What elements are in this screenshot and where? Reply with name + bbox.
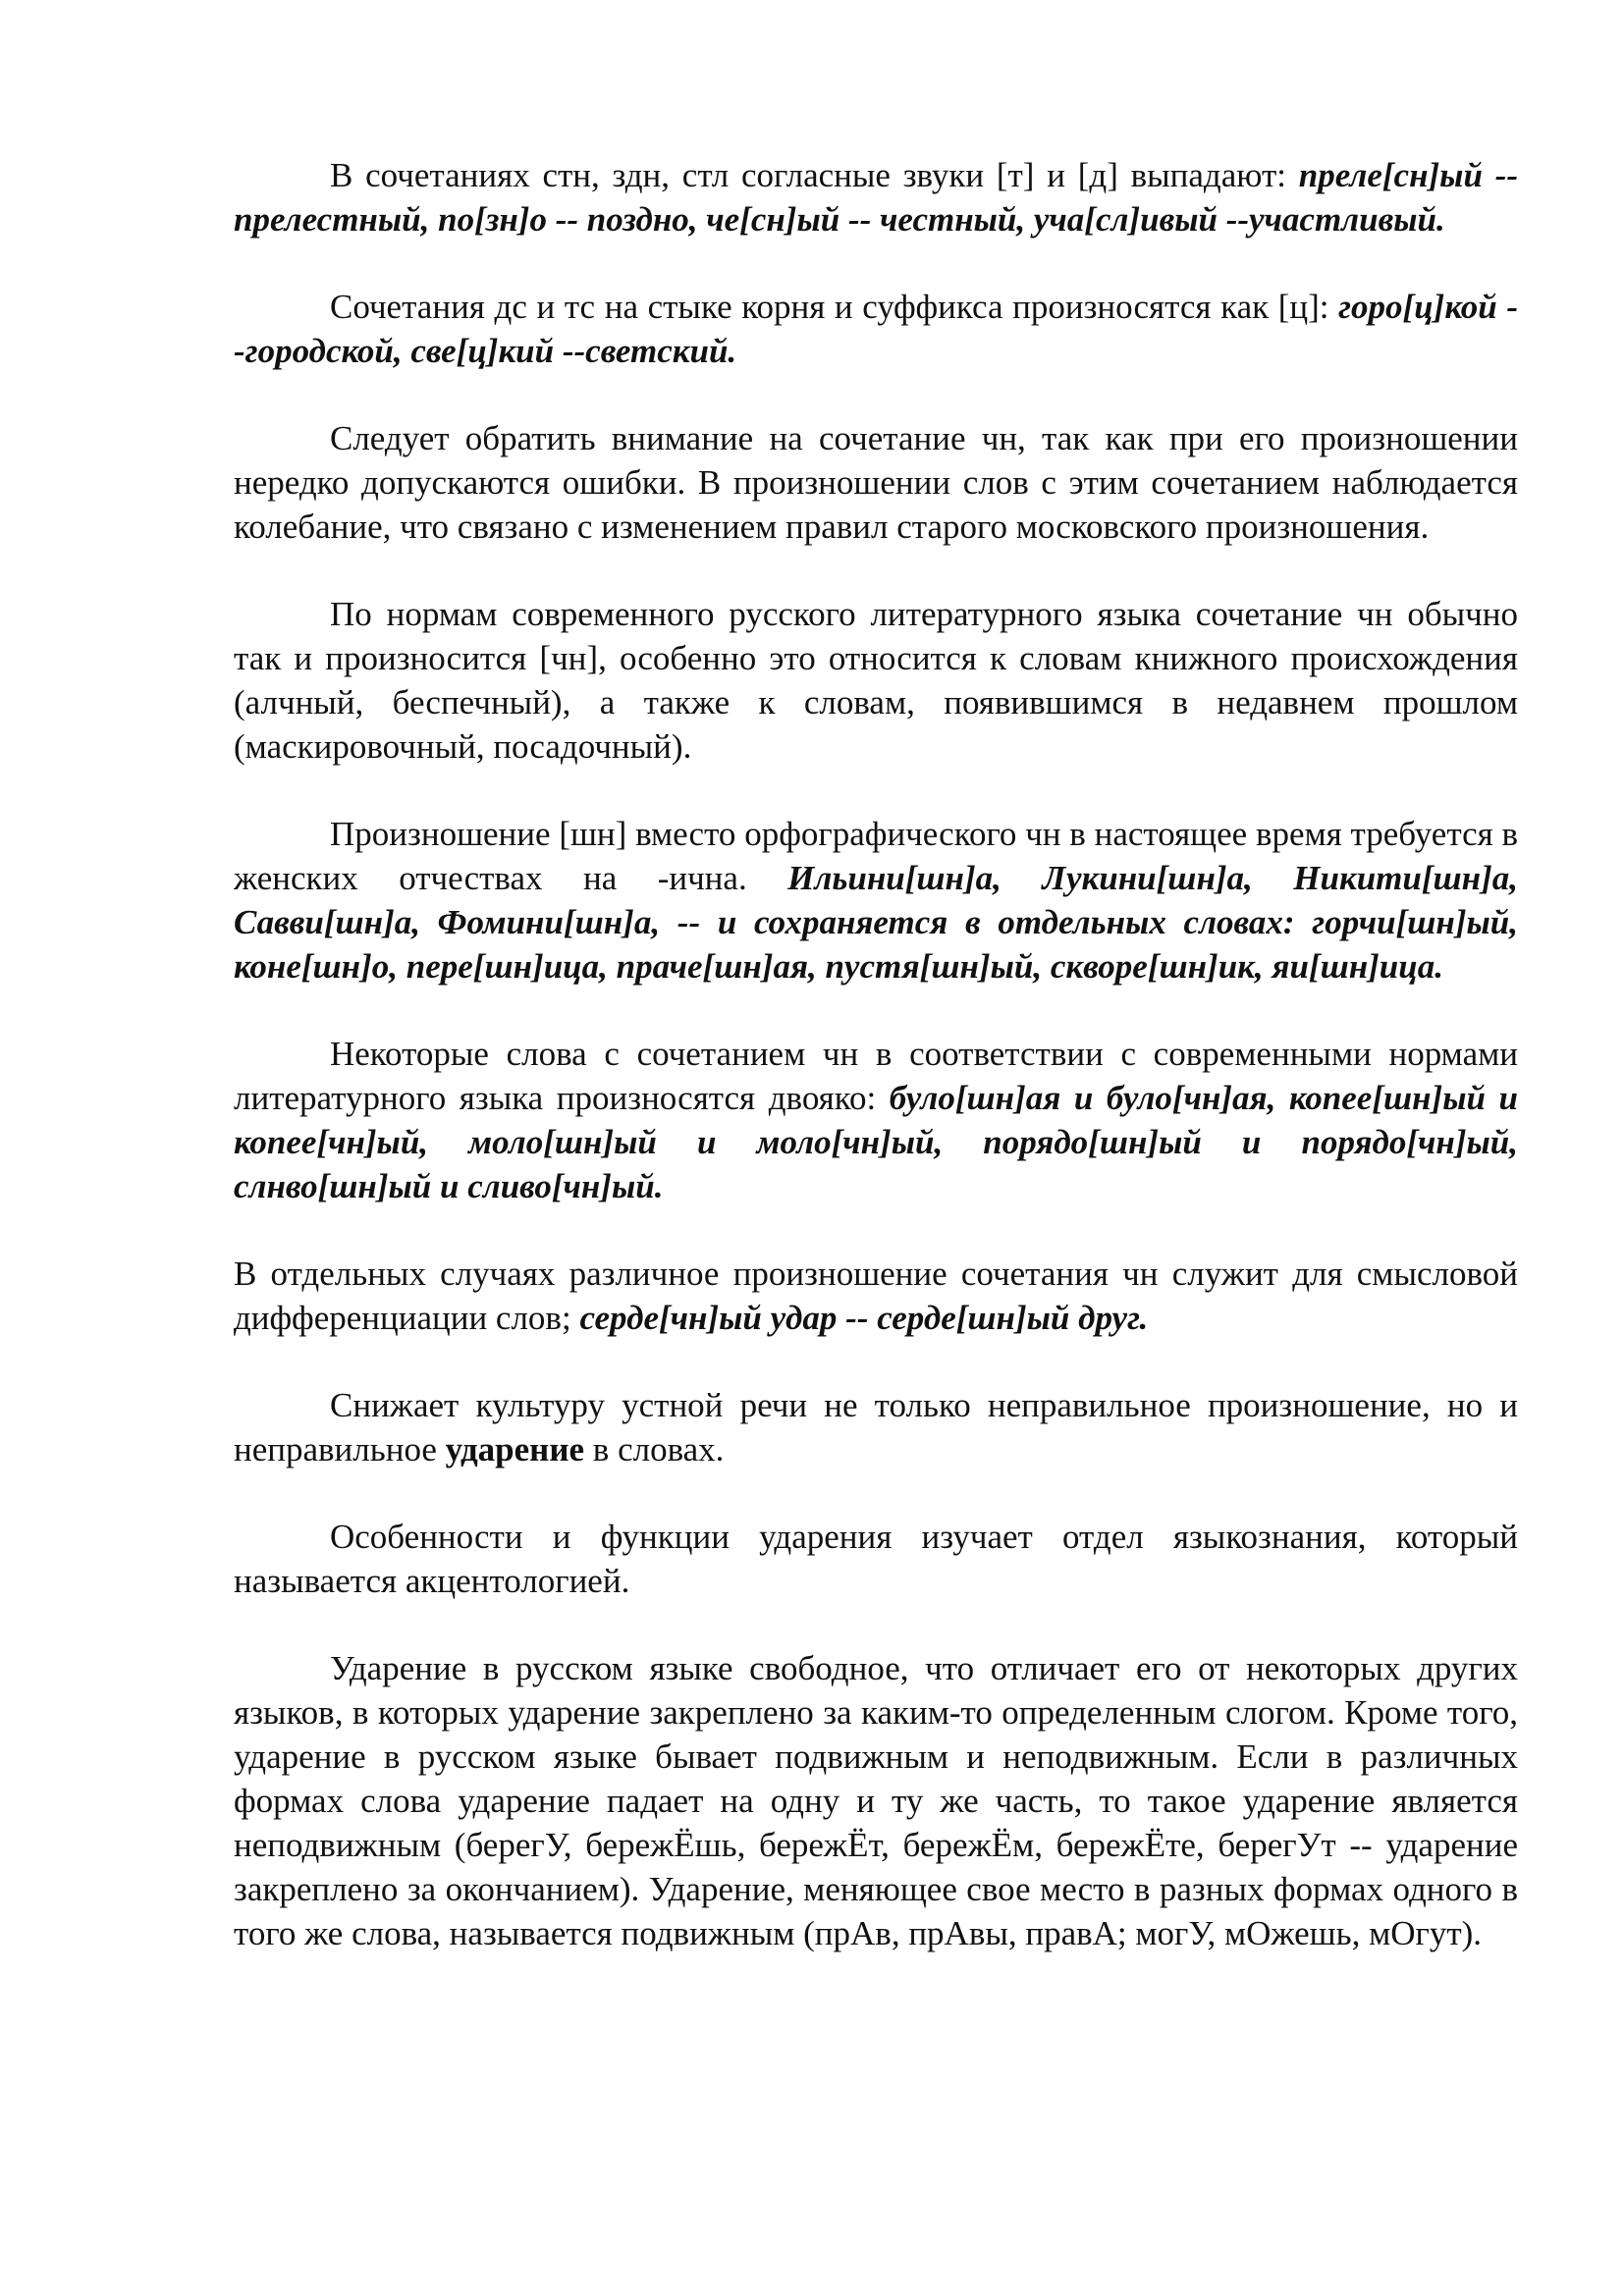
- paragraph-shn-pronunciation: [234, 812, 1518, 988]
- example-words: серде[чн]ый удар -- серде[шн]ый друг.: [579, 1299, 1149, 1337]
- paragraph-accentology: [234, 1515, 1518, 1603]
- bold-term: ударение: [445, 1430, 585, 1468]
- paragraph-chn-attention: [234, 416, 1518, 549]
- paragraph-text: в словах.: [584, 1430, 725, 1468]
- paragraph-text: Сочетания дс и тс на стыке корня и суффикса произносятся как [ц]:: [330, 288, 1339, 326]
- paragraph-ds-ts: [234, 285, 1518, 373]
- paragraph-semantic-differentiation: [234, 1252, 1518, 1340]
- paragraph-text: По нормам современного русского литературного языка сочетание чн обычно так и произносится [чн], особенно это относится к словам книжного происхождения (алчный, беспечный), а также к словам, появившимся в недавнем прошлом (маскировочный, посадочный).: [234, 595, 1518, 766]
- example-words: було[шн]ая и було[чн]ая, копее[шн]ый и копее[чн]ый, моло[шн]ый и моло[чн]ый, порядо[шн]ый и порядо[чн]ый, слнво[шн]ый и сливо[чн]ый.: [234, 1079, 1518, 1205]
- paragraph-stress-culture: [234, 1383, 1518, 1471]
- document-page: [234, 153, 1518, 1999]
- paragraph-text: Некоторые слова с сочетанием чн в соответствии с современными нормами литературного языка произносятся двояко:: [234, 1035, 1518, 1117]
- paragraph-text: Снижает культуру устной речи не только неправильное произношение, но и неправильное: [234, 1386, 1518, 1468]
- paragraph-dual-pronunciation: [234, 1032, 1518, 1208]
- example-words: Ильини[шн]а, Лукини[шн]а, Никити[шн]а, Савви[шн]а, Фомини[шн]а, -- и сохраняется в отдельных словах: горчи[шн]ый, коне[шн]о, пере[шн]ица, праче[шн]ая, пустя[шн]ый, скворе[шн]ик, яи[шн]ица.: [234, 859, 1518, 986]
- paragraph-text: В отдельных случаях различное произношение сочетания чн служит для смысловой дифференциации слов;: [234, 1255, 1518, 1337]
- paragraph-text: Произношение [шн] вместо орфографического чн в настоящее время требуется в женских отчествах на -ична.: [234, 815, 1518, 897]
- example-words: преле[сн]ый -- прелестный, по[зн]о -- поздно, че[сн]ый -- честный, уча[сл]ивый --участливый.: [234, 156, 1518, 239]
- paragraph-text: В сочетаниях стн, здн, стл согласные звуки [т] и [д] выпадают:: [330, 156, 1299, 194]
- paragraph-chn-norms: [234, 592, 1518, 769]
- paragraph-text: Особенности и функции ударения изучает отдел языкознания, который называется акцентологией.: [234, 1518, 1518, 1600]
- paragraph-consonant-clusters: [234, 153, 1518, 241]
- paragraph-text: Ударение в русском языке свободное, что отличает его от некоторых других языков, в которых ударение закреплено за каким-то определенным слогом. Кроме того, ударение в русском языке бывает подвижным и неподвижным. Если в различных формах слова ударение падает на одну и ту же часть, то такое ударение является неподвижным (берегУ, бережЁшь, бережЁт, бережЁм, бережЁте, берегУт -- ударение закреплено за окончанием). Ударение, меняющее свое место в разных формах одного в того же слова, называется подвижным (прАв, прАвы, правА; могУ, мОжешь, мОгут).: [234, 1649, 1518, 1952]
- example-words: горо[ц]кой --городской, све[ц]кий --светский.: [234, 288, 1518, 370]
- paragraph-text: Следует обратить внимание на сочетание чн, так как при его произношении нередко допускаются ошибки. В произношении слов с этим сочетанием наблюдается колебание, что связано с изменением правил старого московского произношения.: [234, 419, 1518, 546]
- paragraph-free-stress: [234, 1646, 1518, 1955]
